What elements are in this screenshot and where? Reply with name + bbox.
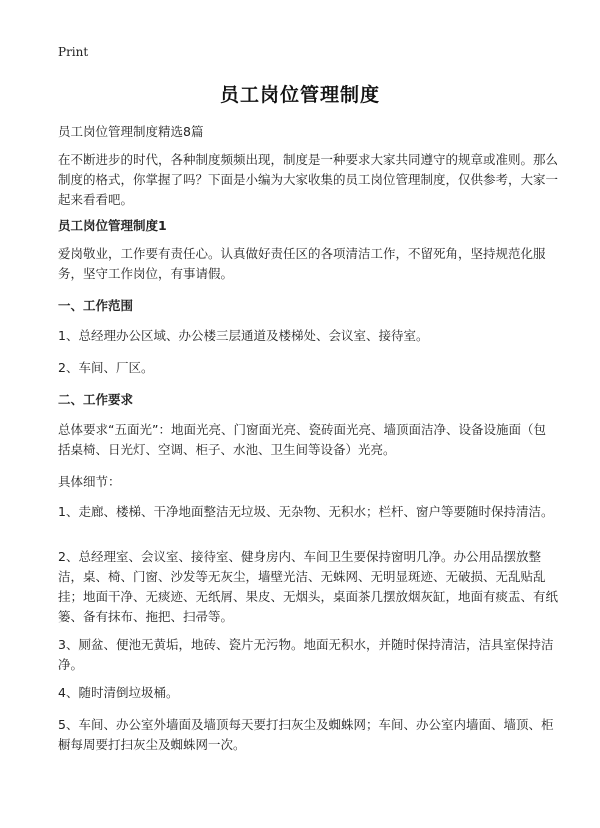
scope-item: 1、总经理办公区域、办公楼三层通道及楼梯处、会议室、接待室。 <box>58 328 429 343</box>
page-title: 员工岗位管理制度 <box>219 84 380 106</box>
intro-paragraph: 在不断进步的时代，各种制度频频出现，制度是一种要求大家共同遵守的规章或准则。那么制度的格式，你掌握了吗？下面是小编为大家收集的员工岗位管理制度，仅供参考，大家一起来看看吧。 <box>58 152 559 207</box>
section-heading: 员工岗位管理制度1 <box>58 218 167 233</box>
detail-item: 3、厕盆、便池无黄垢，地砖、瓷片无污物。地面无积水，并随时保持清洁，洁具室保持洁净。 <box>58 637 554 672</box>
document-subtitle: 员工岗位管理制度精选8篇 <box>58 124 204 139</box>
detail-item: 2、总经理室、会议室、接待室、健身房内、车间卫生要保持窗明几净。办公用品摆放整洁，桌、椅、门窗、沙发等无灰尘，墙壁光洁、无蛛网、无明显斑迹、无破损、无乱贴乱挂；地面干净、无痰迹、无纸屑、果皮、无烟头，桌面茶几摆放烟灰缸，地面有痰盂、有纸篓、备有抹布、拖把、扫帚等。 <box>58 549 559 624</box>
details-label: 具体细节： <box>58 474 121 489</box>
detail-item: 4、随时清倒垃圾桶。 <box>58 685 179 700</box>
scope-item: 2、车间、厂区。 <box>58 360 154 375</box>
detail-item: 1、走廊、楼梯、干净地面整洁无垃圾、无杂物、无积水；栏杆、窗户等要随时保持清洁。 <box>58 504 554 519</box>
section-paragraph: 爱岗敬业，工作要有责任心。认真做好责任区的各项清洁工作，不留死角，坚持规范化服务，坚守工作岗位，有事请假。 <box>58 246 546 281</box>
print-link[interactable]: Print <box>58 45 89 59</box>
requirements-general: 总体要求“五面光”：地面光亮、门窗面光亮、瓷砖面光亮、墙顶面洁净、设备设施面（包括桌椅、日光灯、空调、柜子、水池、卫生间等设备）光亮。 <box>58 422 546 457</box>
requirements-heading: 二、工作要求 <box>58 392 134 407</box>
scope-heading: 一、工作范围 <box>58 298 134 313</box>
detail-item: 5、车间、办公室外墙面及墙顶每天要打扫灰尘及蜘蛛网；车间、办公室内墙面、墙顶、柜橱每周要打扫灰尘及蜘蛛网一次。 <box>58 717 554 752</box>
